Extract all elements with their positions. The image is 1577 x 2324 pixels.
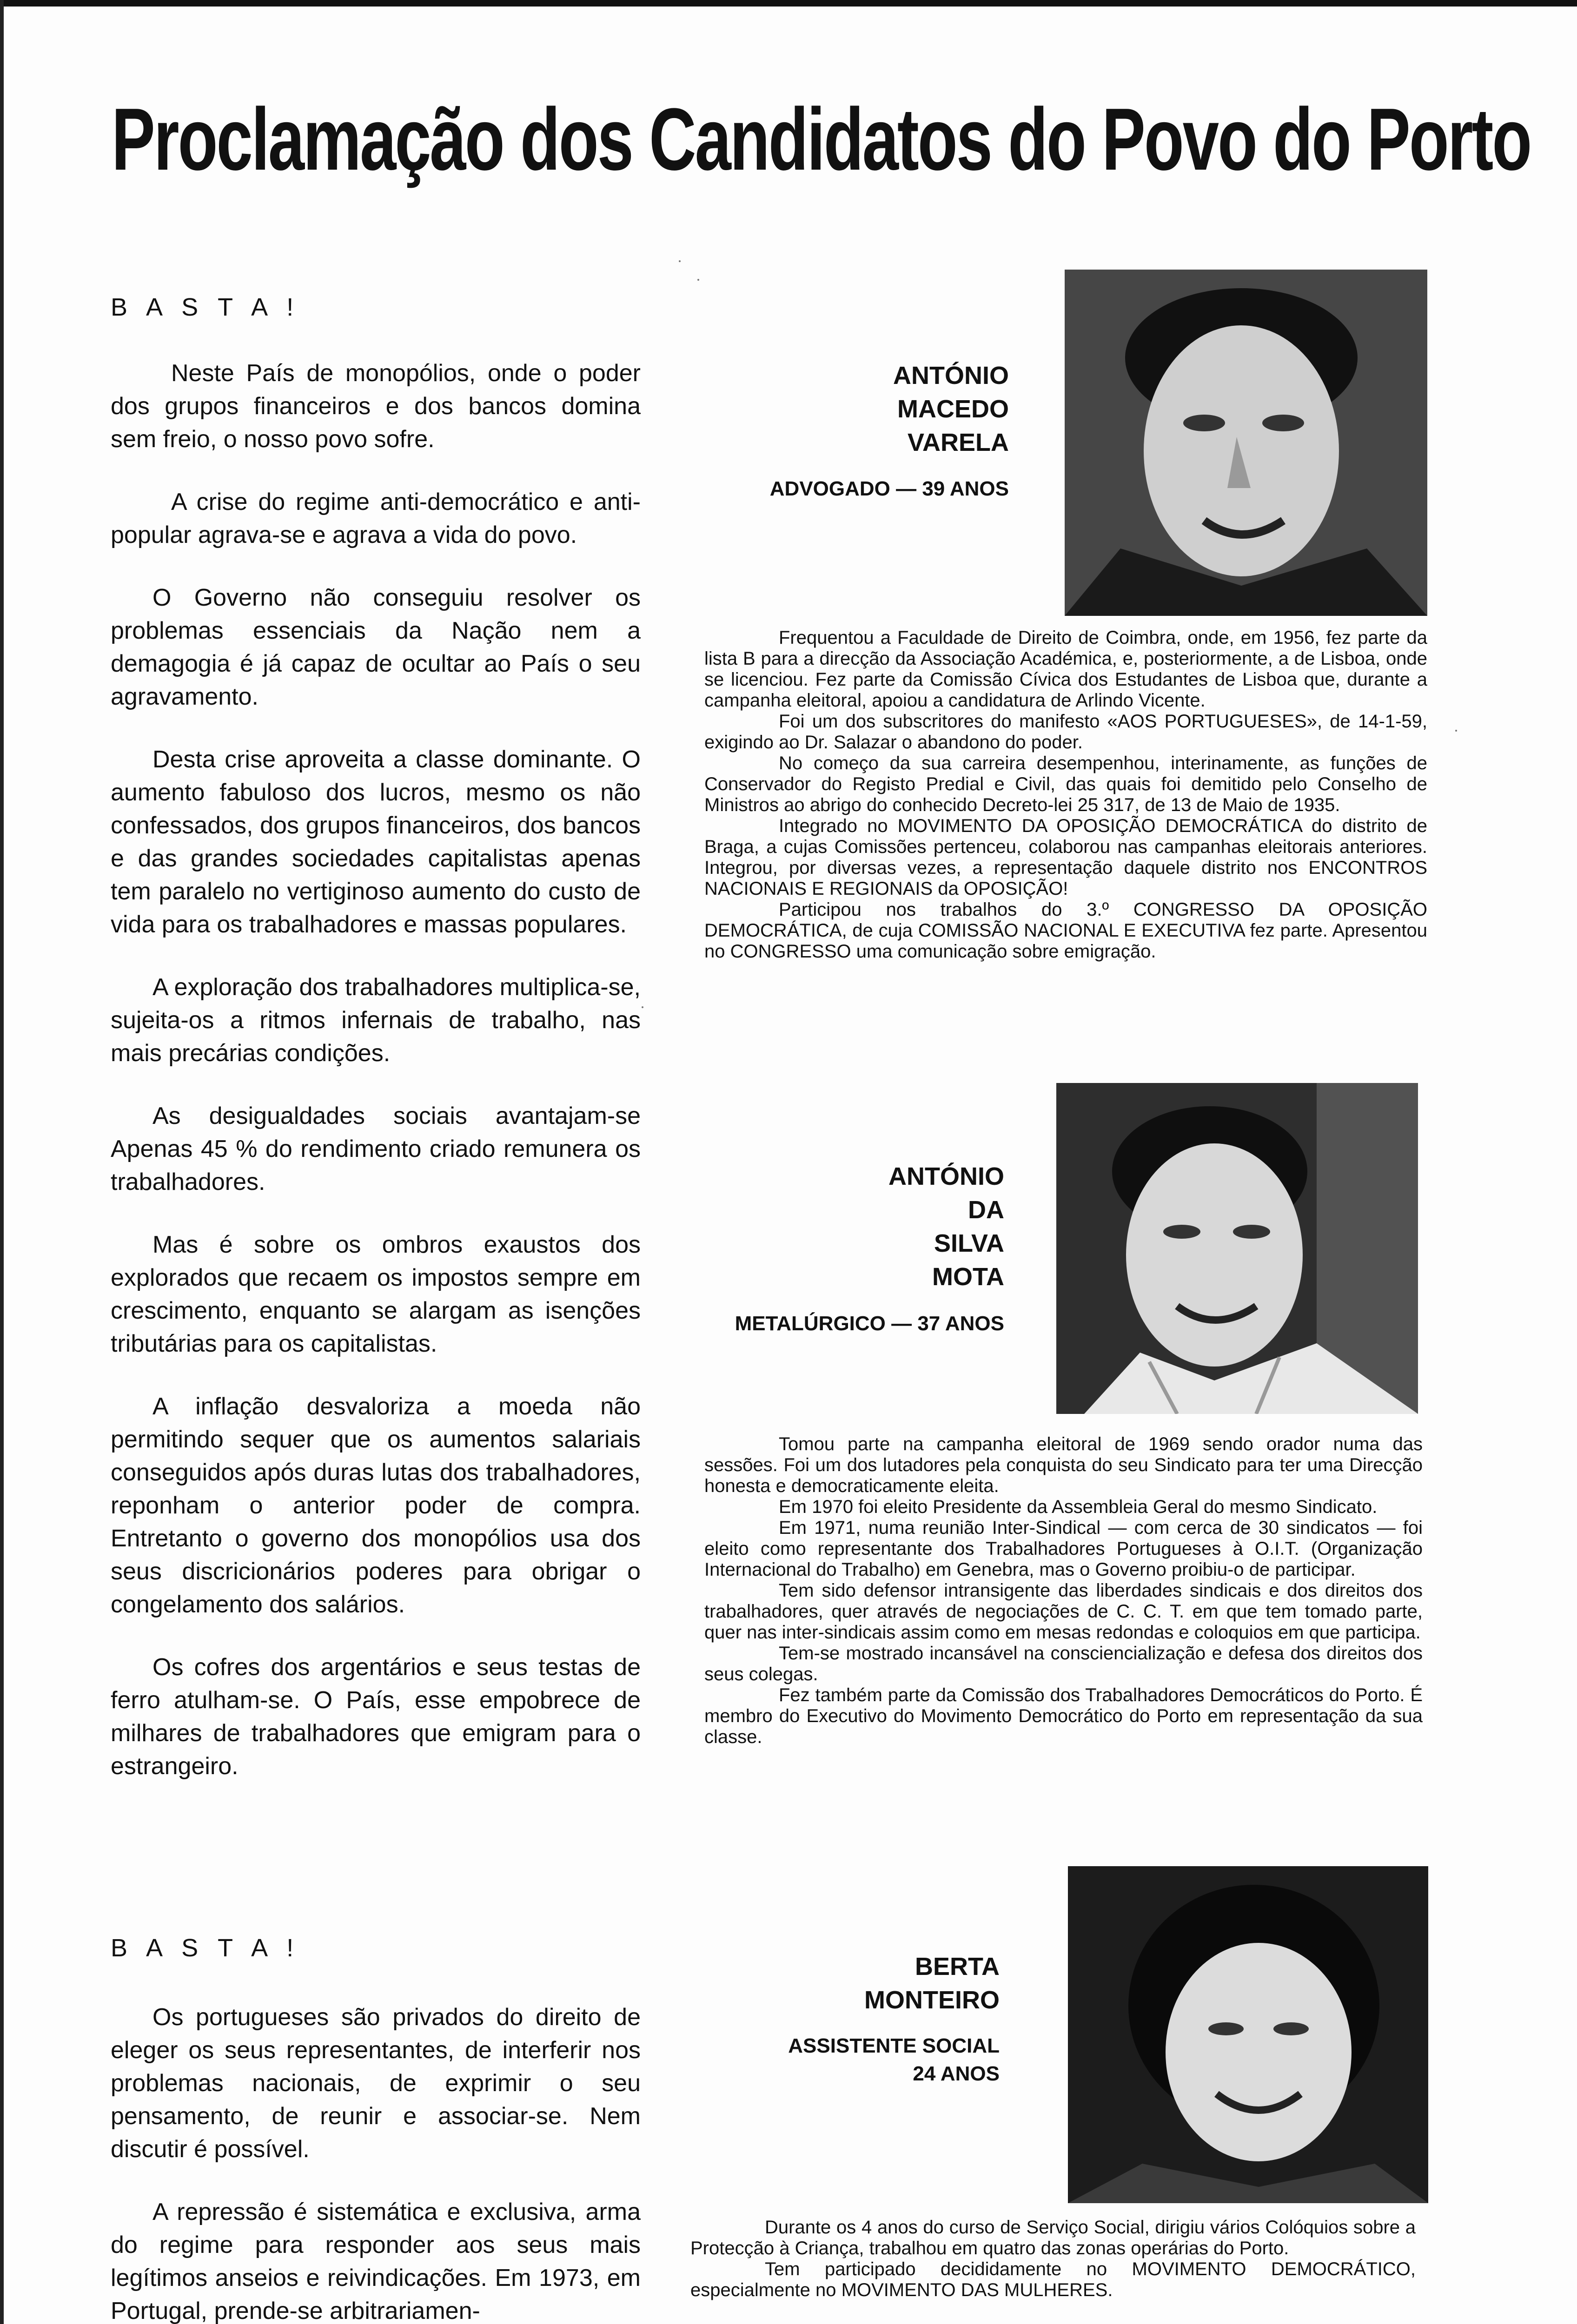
basta-heading-1: B A S T A ! [111,293,300,321]
bio-paragraph: Tem sido defensor intransigente das liberdades sindicais e dos direitos dos trabalhadores, quer através de negociações de C. C. T. em que tem tomado parte, quer nas inter-sindicais assim como em mesas redondas e coloquios em que participa. [704,1580,1423,1643]
scan-speck [697,279,699,281]
bio-paragraph: No começo da sua carreira desempenhou, interinamente, as funções de Conservador do Registo Predial e Civil, das quais foi demitido pelo Conselho de Ministros ao abrigo do conhecido Decreto-lei 25 317, de 13 de Maio de 1935. [704,753,1427,815]
portrait-man-1-image [1065,270,1427,616]
portrait-man-2-image [1056,1083,1418,1414]
bio-paragraph: Em 1970 foi eleito Presidente da Assembleia Geral do mesmo Sindicato. [779,1497,1378,1517]
candidate-2-photo [1056,1083,1418,1414]
scan-speck [679,260,681,262]
bio-paragraph: Tem participado decididamente no MOVIMENTO DEMOCRÁTICO, especialmente no MOVIMENTO DAS MULHERES. [690,2259,1416,2300]
basta-heading-2: B A S T A ! [111,1934,300,1962]
candidate-1-bio [704,627,1427,962]
bio-paragraph: Integrado no MOVIMENTO DA OPOSIÇÃO DEMOCRÁTICA do distrito de Braga, a cujas Comissões pertenceu, colaborou nas campanhas eleitorais anteriores. Integrou, por diversas vezes, a representação daquele distrito nos ENCONTROS NACIONAIS E REGIONAIS da OPOSIÇÃO! [704,816,1427,899]
scan-speck [1455,730,1457,732]
manifesto-section-2 [111,2001,641,2324]
candidate-1-photo [1065,270,1427,616]
manifesto-paragraph: Neste País de monopólios, onde o poder dos grupos financeiros e dos bancos domina sem freio, o nosso povo sofre. [111,360,641,453]
candidate-3-profession: ASSISTENTE SOCIAL 24 ANOS [788,2034,1000,2085]
bio-paragraph: Participou nos trabalhos do 3.º CONGRESSO DA OPOSIÇÃO DEMOCRÁTICA, de cuja COMISSÃO NACIONAL E EXECUTIVA fez parte. Apresentou no CONGRESSO uma comunicação sobre emigração. [704,899,1427,962]
candidate-2-profession: METALÚRGICO — 37 ANOS [735,1312,1004,1335]
page-title: Proclamação dos Candidatos do Povo do Porto [112,90,1531,189]
candidate-3-bio [690,2217,1416,2301]
candidate-2-name: ANTÓNIO DA SILVA MOTA [888,1162,1004,1291]
portrait-woman-image [1068,1866,1428,2203]
manifesto-paragraph: A repressão é sistemática e exclusiva, arma do regime para responder aos seus mais legítimos anseios e reivindicações. Em 1973, em Portugal, prende-se arbitrariamen- [111,2199,641,2324]
candidate-1-name: ANTÓNIO MACEDO VARELA [893,362,1009,456]
bio-paragraph: Fez também parte da Comissão dos Trabalhadores Democráticos do Porto. É membro do Executivo do Movimento Democrático do Porto em representação da sua classe. [704,1685,1423,1747]
manifesto-paragraph: Os portugueses são privados do direito de eleger os seus representantes, de interferir nos problemas nacionais, de exprimir o seu pensamento, de reunir e associar-se. Nem discutir é possível. [111,2004,641,2163]
bio-paragraph: Durante os 4 anos do curso de Serviço Social, dirigiu vários Colóquios sobre a Protecção à Criança, trabalhou em quatro das zonas operárias do Porto. [690,2217,1416,2258]
manifesto-paragraph: As desigualdades sociais avantajam-se Apenas 45 % do rendimento criado remunera os trabalhadores. [111,1103,641,1195]
bio-paragraph: Frequentou a Faculdade de Direito de Coimbra, onde, em 1956, fez parte da lista B para a direcção da Associação Académica, e, posteriormente, a de Lisboa, onde se licenciou. Fez parte da Comissão Cívica dos Estudantes de Lisboa que, durante a campanha eleitoral, apoiou a candidatura de Arlindo Vicente. [704,627,1427,711]
manifesto-paragraph: Desta crise aproveita a classe dominante. O aumento fabuloso dos lucros, mesmo os não confessados, dos grupos financeiros, dos bancos e das grandes sociedades capitalistas apenas tem paralelo no vertiginoso aumento do custo de vida para os trabalhadores e massas populares. [111,746,641,938]
top-border [0,0,1577,7]
candidate-3-photo [1068,1866,1428,2203]
manifesto-paragraph: A crise do regime anti-democrático e anti-popular agrava-se e agrava a vida do povo. [111,489,641,548]
bio-paragraph: Tem-se mostrado incansável na consciencialização e defesa dos direitos dos seus colegas. [704,1643,1423,1684]
manifesto-paragraph: A inflação desvaloriza a moeda não permitindo sequer que os aumentos salariais conseguidos após duras lutas dos trabalhadores, reponham o anterior poder de compra. Entretanto o governo dos monopólios usa dos seus discricionários poderes para obrigar o congelamento dos salários. [111,1393,641,1618]
candidate-3-name: BERTA MONTEIRO [864,1953,1000,2014]
manifesto-paragraph: Mas é sobre os ombros exaustos dos explorados que recaem os impostos sempre em crescimento, enquanto se alargam as isenções tributárias para os capitalistas. [111,1231,641,1357]
bio-paragraph: Em 1971, numa reunião Inter-Sindical — com cerca de 30 sindicatos — foi eleito como representante dos Trabalhadores Portugueses à O.I.T. (Organização Internacional do Trabalho) em Genebra, mas o Governo proibiu-o de participar. [704,1518,1423,1580]
bio-paragraph: Tomou parte na campanha eleitoral de 1969 sendo orador numa das sessões. Foi um dos lutadores pela conquista do seu Sindicato para ter uma Direcção honesta e democraticamente eleita. [704,1434,1423,1496]
manifesto-paragraph: O Governo não conseguiu resolver os problemas essenciais da Nação nem a demagogia é já capaz de ocultar ao País o seu agravamento. [111,584,641,710]
bio-paragraph: Foi um dos subscritores do manifesto «AOS PORTUGUESES», de 14-1-59, exigindo ao Dr. Salazar o abandono do poder. [704,711,1427,753]
manifesto-paragraph: Os cofres dos argentários e seus testas de ferro atulham-se. O País, esse empobrece de milhares de trabalhadores que emigram para o estrangeiro. [111,1654,641,1780]
manifesto-paragraph: A exploração dos trabalhadores multiplica-se, sujeita-os a ritmos infernais de trabalho, nas mais precárias condições. [111,974,641,1067]
candidate-1-profession: ADVOGADO — 39 ANOS [769,477,1009,500]
scan-speck [642,1006,643,1008]
candidate-2-bio [704,1434,1423,1748]
manifesto-section-1 [111,357,641,1813]
left-border [0,0,4,2324]
